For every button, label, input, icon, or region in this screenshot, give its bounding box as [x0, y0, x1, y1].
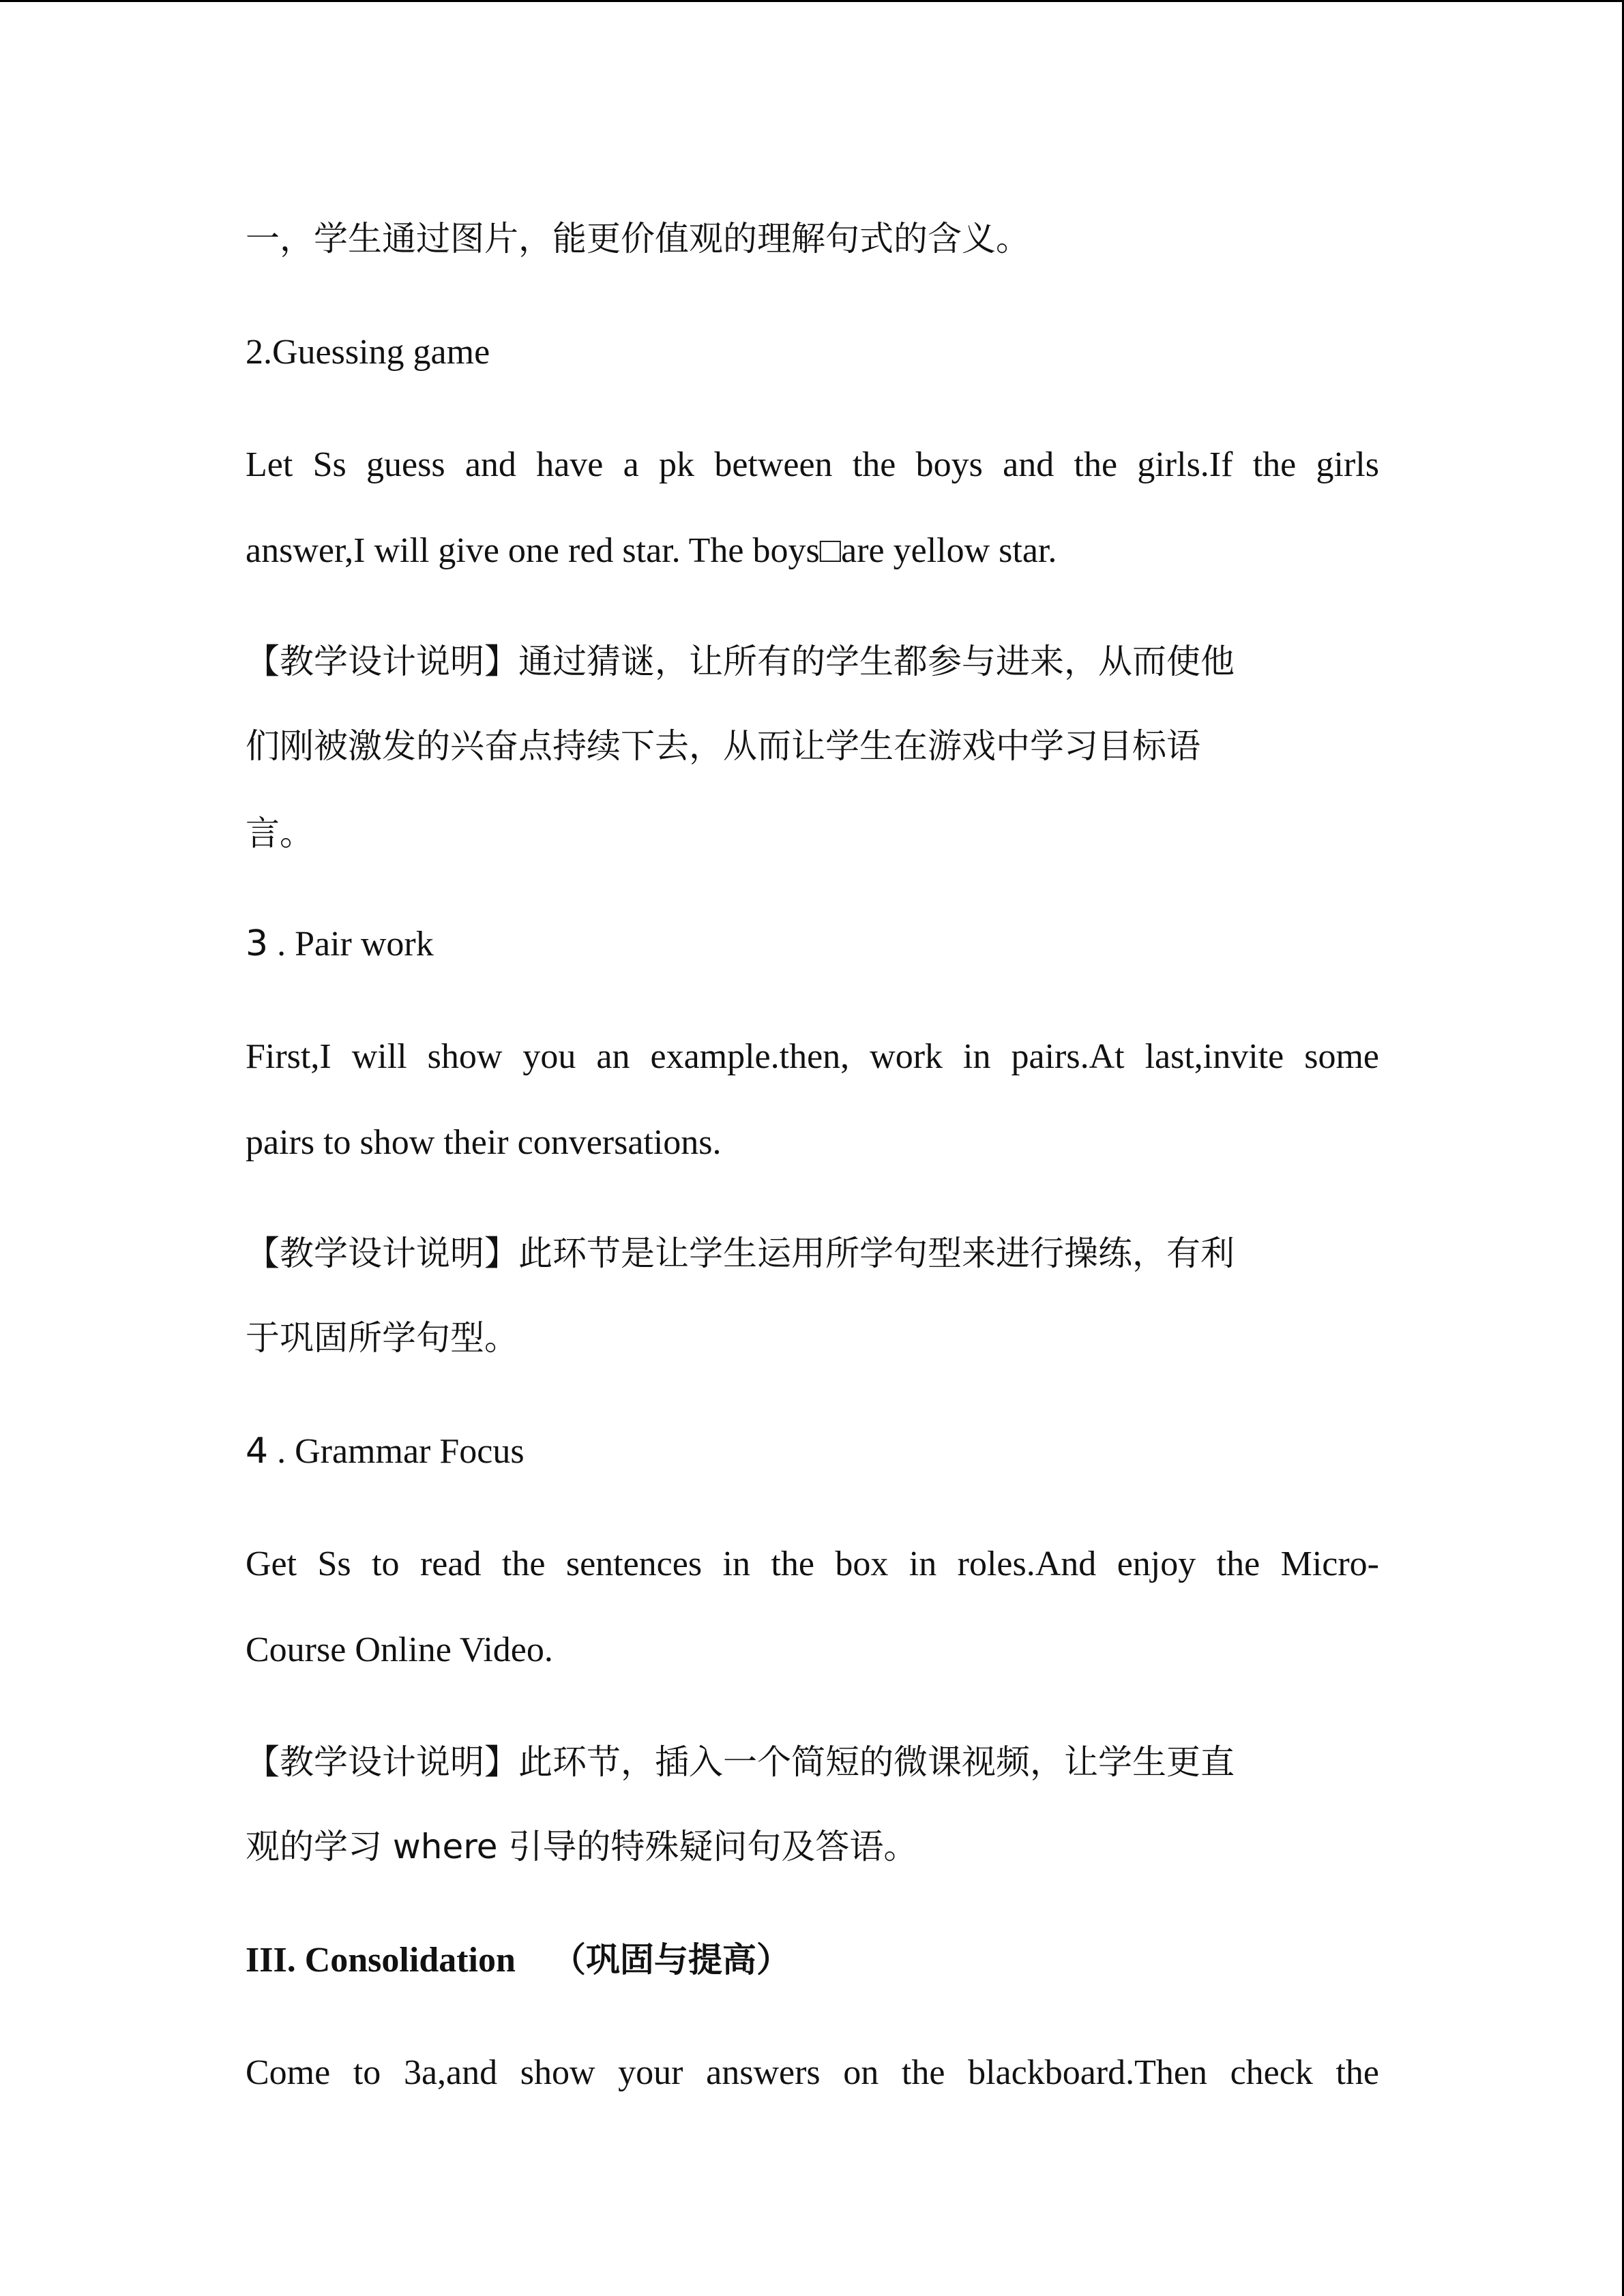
section-title: . Grammar Focus	[277, 1432, 525, 1471]
section-number: 4	[246, 1431, 269, 1472]
paragraph-pair-work-line-2: pairs to show their conversations.	[246, 1123, 722, 1162]
design-note-2-line-1: 【教学设计说明】此环节是让学生运用所学句型来进行操练，有利	[246, 1234, 1235, 1273]
page-top-border	[0, 0, 1624, 2]
paragraph-grammar-line-2: Course Online Video.	[246, 1630, 553, 1669]
section-title: . Pair work	[277, 925, 434, 964]
heading-grammar-focus	[246, 1429, 525, 1474]
design-note-3-line-2: 观的学习 where 引导的特殊疑问句及答语。	[246, 1827, 918, 1866]
heading-pair-work	[246, 922, 434, 966]
heading-consolidation	[246, 1938, 791, 1982]
paragraph-pair-work-line-1: First,I will show you an example.then, work in pairs.At last,invite some	[246, 1037, 1379, 1076]
design-note-2-line-2: 于巩固所学句型。	[246, 1318, 518, 1358]
section-number: 3	[246, 923, 269, 964]
paragraph-guessing-line-2: answer,I will give one red star. The boys□are yellow star.	[246, 531, 1057, 570]
paragraph-consolidation-line-1: Come to 3a,and show your answers on the blackboard.Then check the	[246, 2053, 1379, 2092]
heading-guessing-game: 2.Guessing game	[246, 333, 490, 372]
design-note-3-line-1: 【教学设计说明】此环节，插入一个简短的微课视频，让学生更直	[246, 1742, 1235, 1782]
design-note-1-line-2: 们刚被激发的兴奋点持续下去，从而让学生在游戏中学习目标语	[246, 726, 1200, 766]
paragraph-intro-line: 一，学生通过图片，能更价值观的理解句式的含义。	[246, 219, 1030, 258]
design-note-1-line-1: 【教学设计说明】通过猜谜，让所有的学生都参与进来，从而使他	[246, 642, 1235, 681]
paragraph-guessing-line-1: Let Ss guess and have a pk between the boys and the girls.If the girls	[246, 445, 1379, 484]
section-title: III. Consolidation	[246, 1941, 516, 1980]
design-note-1-line-3: 言。	[246, 814, 314, 853]
section-subtitle: （巩固与提高）	[551, 1940, 791, 1980]
paragraph-grammar-line-1: Get Ss to read the sentences in the box in roles.And enjoy the Micro-	[246, 1545, 1379, 1583]
